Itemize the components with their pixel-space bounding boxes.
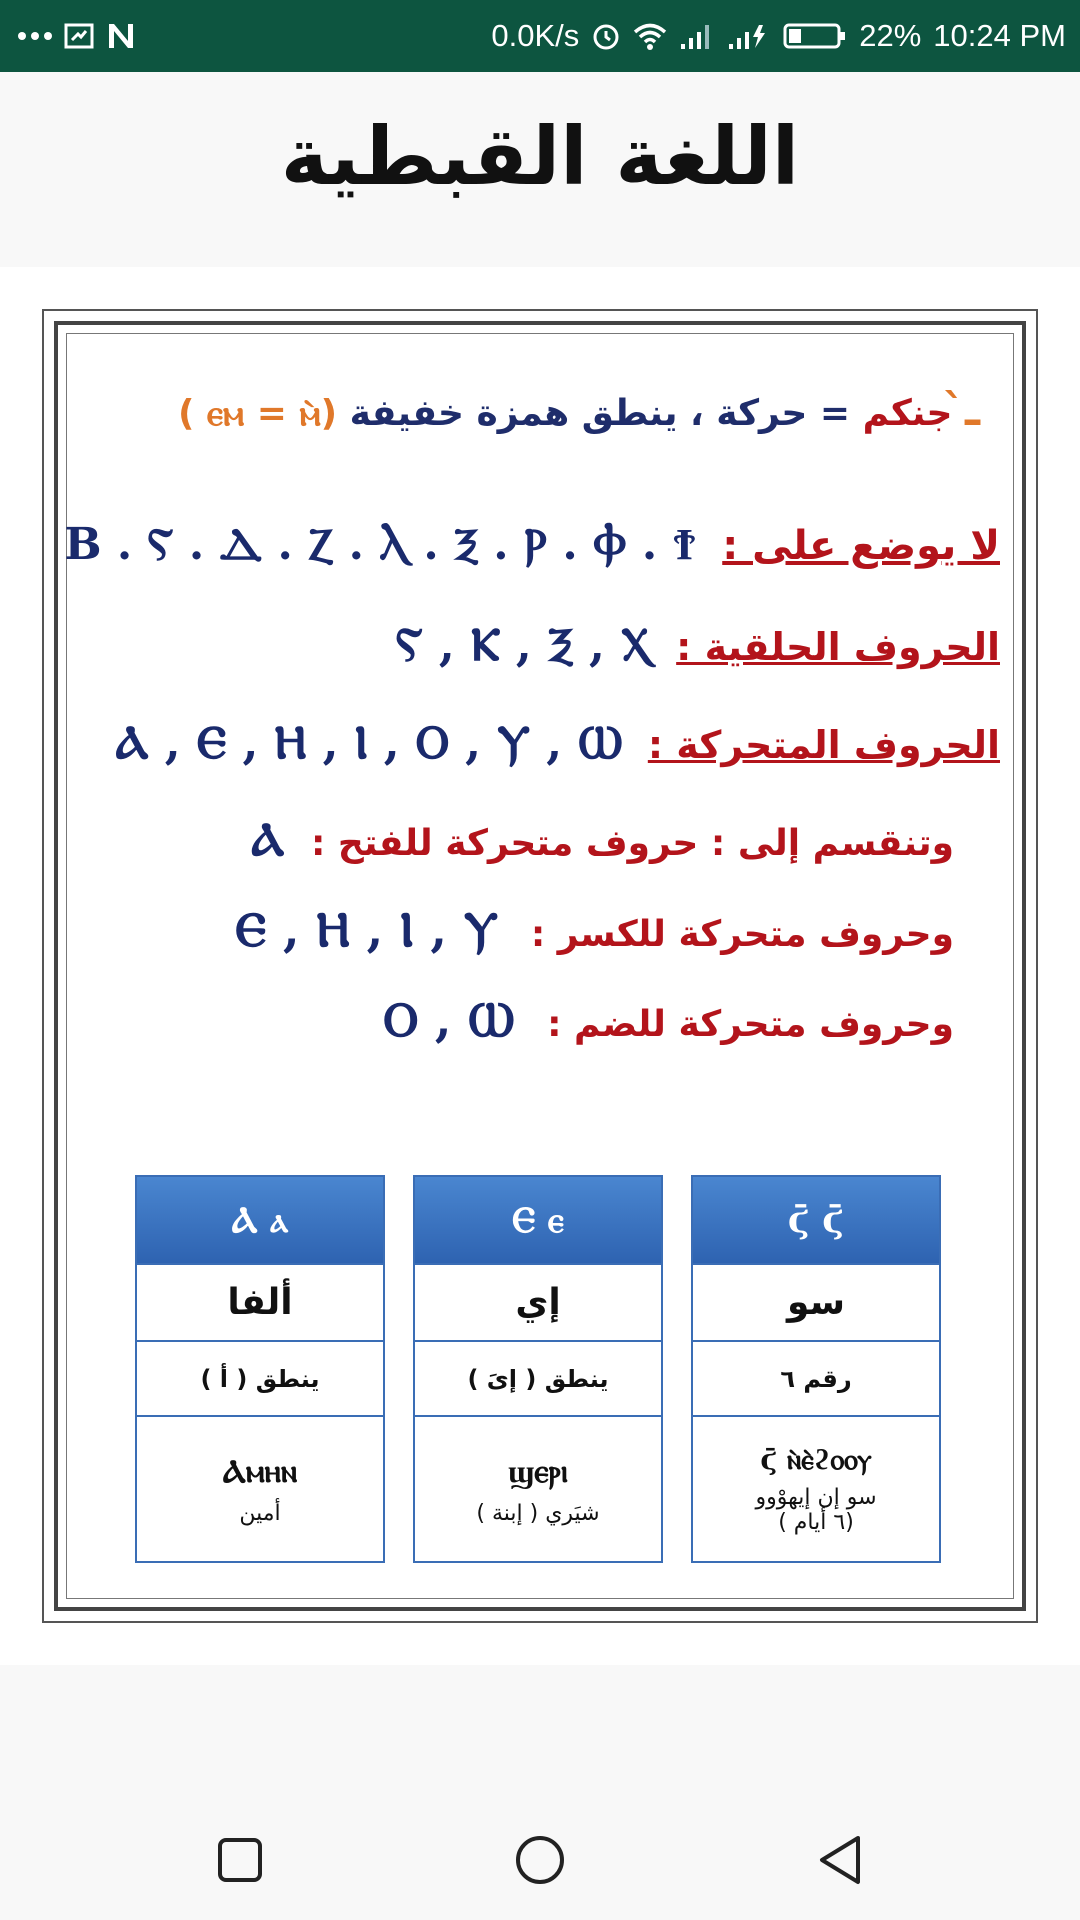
recents-icon <box>216 1836 264 1884</box>
lesson-card <box>0 267 1080 1665</box>
clock: 10:24 PM <box>933 18 1066 53</box>
jenkim-coptic: (ⲉⲙ = ⲙ̀ ) <box>178 393 338 434</box>
vowels-letters: Ⲁ , Ⲉ , Ⲏ , Ⲓ , Ⲟ , Ⲩ , Ⲱ <box>115 715 623 769</box>
guttural-letters: Ⲋ , Ⲕ , Ⲝ , Ⲭ <box>395 617 651 671</box>
recents-button[interactable] <box>212 1832 268 1888</box>
letter-pronunciation: رقم ٦ <box>693 1342 939 1417</box>
jenkim-word: جنكم <box>862 393 953 434</box>
example-meaning: شيَري ( إبنة ) <box>476 1501 600 1526</box>
status-bar <box>0 0 1080 72</box>
jenkim-line <box>178 385 980 436</box>
example-meaning-2: (٦ أيام ) <box>778 1510 854 1535</box>
kasr-letters: Ⲉ , Ⲏ , Ⲓ , Ⲩ <box>235 902 499 958</box>
letter-card-ei <box>413 1175 663 1563</box>
vowels-line <box>116 715 1000 771</box>
example-meaning: سو إن إيهوْوو <box>755 1485 877 1510</box>
jenkim-text: = حركة ، ينطق همزة خفيفة <box>349 393 851 434</box>
example-meaning: أمين <box>239 1501 281 1526</box>
letter-pronunciation: ينطق ( إىَ ) <box>415 1342 661 1417</box>
not-placed-line <box>64 519 1000 570</box>
more-icon <box>18 31 52 41</box>
letter-example <box>693 1417 939 1561</box>
vowels-label: الحروف المتحركة : <box>647 723 1000 767</box>
not-placed-letters: B . Ⲋ . Ⲇ . Ⲍ . Ⲗ . Ⲝ . Ⲣ . Ⲫ . Ϯ <box>64 519 697 570</box>
damm-letters: Ⲟ , Ⲱ <box>383 992 515 1048</box>
letter-example <box>137 1417 383 1561</box>
letter-pronunciation: ينطق ( أ ) <box>137 1342 383 1417</box>
jenkim-mark: ـ̀ <box>964 385 980 436</box>
divide-line <box>251 812 954 868</box>
screenshot-icon <box>64 23 94 49</box>
divide-letters: Ⲁ <box>251 812 285 866</box>
battery-icon <box>783 21 847 51</box>
letter-card-so <box>691 1175 941 1563</box>
damm-text: وحروف متحركة للضم : <box>547 1004 954 1045</box>
letter-header: Ⲁ ⲁ <box>137 1177 383 1265</box>
kasr-text: وحروف متحركة للكسر : <box>530 914 954 955</box>
kasr-line <box>235 902 954 959</box>
guttural-label: الحروف الحلقية : <box>676 625 1000 669</box>
letter-name: سو <box>693 1265 939 1342</box>
home-icon <box>514 1834 566 1886</box>
n-app-icon <box>106 21 136 51</box>
battery-percent: 22% <box>859 18 922 53</box>
app-header <box>0 72 1080 267</box>
divide-text: وتنقسم إلى : حروف متحركة للفتح : <box>310 823 954 864</box>
letter-name: إي <box>415 1265 661 1342</box>
letter-example <box>415 1417 661 1561</box>
letter-card-alpha <box>135 1175 385 1563</box>
page-title: اللغة القبطية <box>280 110 800 203</box>
back-icon <box>816 1834 864 1886</box>
letter-header: Ⲉ ⲉ <box>415 1177 661 1265</box>
home-button[interactable] <box>512 1832 568 1888</box>
guttural-line <box>396 617 1000 673</box>
signal-icon-2 <box>727 22 771 50</box>
letter-header: ϛ̄ ϛ̄ <box>693 1177 939 1265</box>
wifi-icon <box>633 22 667 50</box>
not-placed-label: لا يوضع على : <box>722 523 1000 569</box>
example-word: ϣⲉⲣⲓ <box>507 1452 569 1490</box>
signal-icon-1 <box>679 22 715 50</box>
letter-name: ألفا <box>137 1265 383 1342</box>
example-word: ϛ̄ ⲛ̀ⲉ̀ϩⲟⲟⲩ <box>760 1443 872 1476</box>
example-word: Ⲁⲙⲏⲛ <box>222 1452 298 1490</box>
back-button[interactable] <box>812 1832 868 1888</box>
network-speed: 0.0K/s <box>491 18 580 53</box>
alarm-icon <box>591 21 621 51</box>
damm-line <box>383 992 954 1049</box>
